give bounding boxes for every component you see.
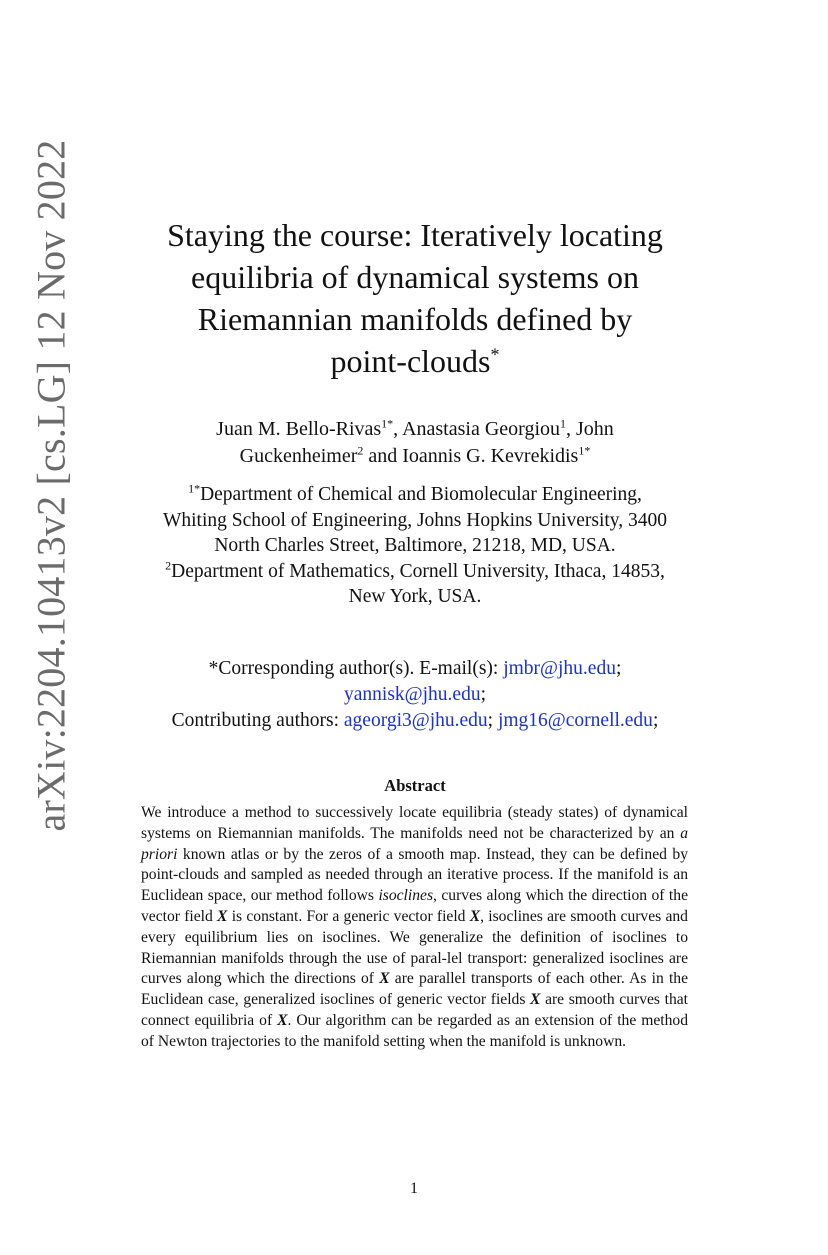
email-link[interactable]: jmbr@jhu.edu: [503, 658, 616, 679]
author-separator: and: [363, 445, 403, 467]
contributing-line: [100, 708, 730, 734]
abstract-body: [141, 803, 688, 1053]
author-name: John: [576, 418, 614, 440]
title-line-1: Staying the course: Iteratively locating: [167, 217, 663, 253]
abstract-heading: Abstract: [384, 776, 446, 795]
email-link[interactable]: ageorgi3@jhu.edu: [343, 710, 488, 731]
abstract-text: . Our algorithm can be regarded as an extension of the method of Newton trajectories to the manifold setting when the manifold is unknown.: [141, 1011, 688, 1050]
affiliation-2-cont: New York, USA.: [348, 586, 482, 607]
page-number: 1: [410, 1180, 418, 1197]
author-name: Guckenheimer: [239, 445, 358, 467]
abstract-text: is constant. For a generic vector field: [227, 907, 470, 925]
affiliation-1-cont: North Charles Street, Baltimore, 21218, MD, USA.: [214, 535, 616, 556]
affiliation-1-cont: Whiting School of Engineering, Johns Hopkins University, 3400: [162, 509, 668, 531]
corresponding-label: *Corresponding author(s). E-mail(s):: [208, 658, 504, 679]
affiliation-2: [100, 559, 730, 585]
title-line-3: Riemannian manifolds defined by: [197, 301, 633, 337]
author-name: Anastasia Georgiou: [402, 418, 561, 440]
paper-title: [120, 214, 710, 382]
vector-symbol: X: [217, 907, 228, 925]
author-separator: ,: [566, 418, 577, 440]
correspondence-block: [100, 656, 730, 734]
affiliations: [100, 482, 730, 610]
affiliation-1: [100, 482, 730, 508]
email-separator: ;: [652, 710, 659, 731]
title-line-4: point-clouds: [330, 343, 491, 379]
affiliation-mark: 2: [165, 558, 172, 572]
abstract-text: , curves along which the direction of the vector field: [141, 887, 688, 925]
title-footnote-mark: *: [490, 344, 500, 365]
author-affil-mark: 1*: [578, 443, 591, 458]
corresponding-line: [100, 656, 730, 682]
email-separator: ;: [615, 658, 622, 679]
abstract-text: are smooth curves that connect equilibria of: [141, 991, 688, 1029]
affiliation-mark: 1*: [188, 481, 201, 496]
corresponding-line-2: [100, 682, 730, 708]
title-line-2: equilibria of dynamical systems on: [191, 259, 639, 295]
abstract-text: , isoclines are smooth curves and every equilibrium lies on isoclines. We generalize the definition of isoclines to Riemannian manifolds through the use of paral-: [141, 907, 688, 967]
vector-symbol: X: [530, 991, 541, 1009]
email-link[interactable]: jmg16@cornell.edu: [497, 710, 653, 731]
affiliation-text: Department of Chemical and Biomolecular Engineering,: [200, 484, 642, 505]
vector-symbol: X: [379, 970, 390, 988]
arxiv-side-stamp: [26, 139, 76, 831]
abstract-emphasis: a priori: [141, 824, 688, 863]
abstract-text: known atlas or by the zeros of a smooth map. Instead, they can be defined by point-clouds and sampled as needed through an iterative process. If the manifold is an Euclidean space, our method follows: [141, 845, 688, 905]
affiliation-text: Department of Mathematics, Cornell University, Ithaca, 14853,: [171, 560, 665, 582]
contributing-label: Contributing authors:: [171, 710, 344, 731]
author-affil-mark: 1: [560, 416, 567, 431]
email-separator: ;: [480, 684, 486, 705]
author-list: [130, 416, 700, 470]
email-separator: ;: [487, 710, 498, 731]
author-separator: ,: [393, 418, 403, 440]
author-name: Juan M. Bello-Rivas: [216, 418, 382, 440]
vector-symbol: X: [277, 1011, 288, 1029]
arxiv-identifier: arXiv:2204.10413v2 [cs.LG] 12 Nov 2022: [28, 139, 74, 831]
author-affil-mark: 2: [357, 443, 364, 458]
vector-symbol: X: [469, 907, 481, 925]
abstract-text: lel transport: generalized isoclines are curves along which the directions of: [141, 949, 688, 988]
email-link[interactable]: yannisk@jhu.edu: [344, 684, 481, 705]
abstract-text: We introduce a method to successively locate equilibria (steady states) of dynamical systems on Riemannian manifolds. The manifolds need not be characterized by an: [141, 804, 688, 842]
abstract-text: are parallel transports of each other. As in the Euclidean case, generalized isoclines of generic vector fields: [141, 970, 688, 1009]
author-name: Ioannis G. Kevrekidis: [402, 445, 579, 467]
author-affil-mark: 1*: [381, 416, 394, 431]
abstract-emphasis: isoclines: [378, 887, 434, 905]
